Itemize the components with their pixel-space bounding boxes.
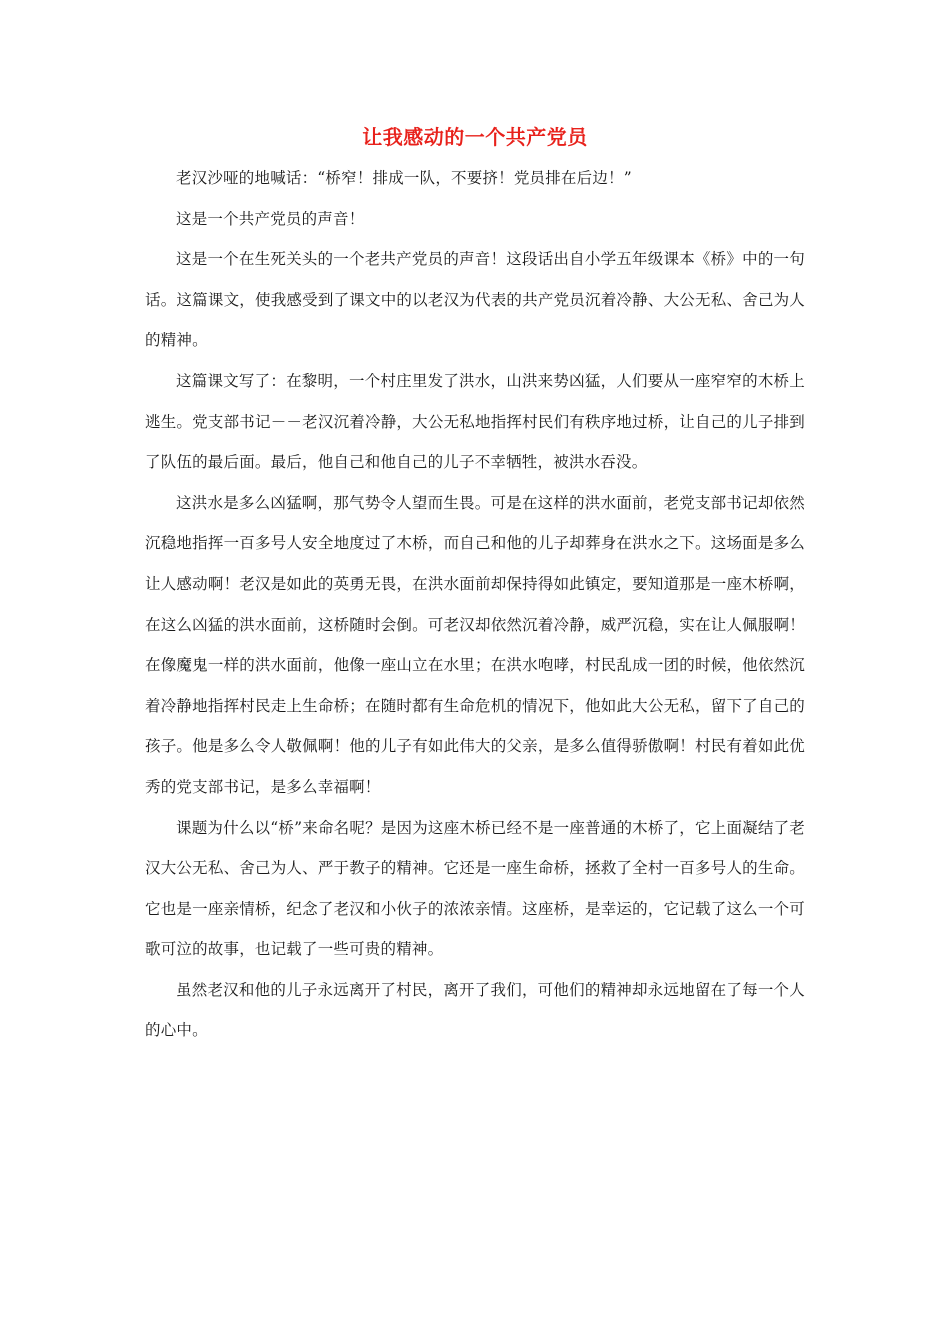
paragraph: 虽然老汉和他的儿子永远离开了村民，离开了我们，可他们的精神却永远地留在了每一个人的心中。: [145, 980, 805, 1040]
paragraph: 这是一个共产党员的声音！: [176, 209, 365, 228]
paragraph: 这篇课文写了：在黎明，一个村庄里发了洪水，山洪来势凶猛，人们要从一座窄窄的木桥上逃生。党支部书记－－老汉沉着冷静，大公无私地指挥村民们有秩序地过桥，让自己的儿子排到了队伍的最后面。最后，他自己和他自己的儿子不幸牺牲，被洪水吞没。: [145, 371, 805, 472]
paragraph: 这洪水是多么凶猛啊，那气势令人望而生畏。可是在这样的洪水面前，老党支部书记却依然沉稳地指挥一百多号人安全地度过了木桥，而自己和他的儿子却葬身在洪水之下。这场面是多么让人感动啊！老汉是如此的英勇无畏，在洪水面前却保持得如此镇定，要知道那是一座木桥啊，在这么凶猛的洪水面前，这桥随时会倒。可老汉却依然沉着冷静，威严沉稳，实在让人佩服啊！在像魔鬼一样的洪水面前，他像一座山立在水里；在洪水咆哮，村民乱成一团的时候，他依然沉着冷静地指挥村民走上生命桥；在随时都有生命危机的情况下，他如此大公无私，留下了自己的孩子。他是多么令人敬佩啊！他的儿子有如此伟大的父亲，是多么值得骄傲啊！村民有着如此优秀的党支部书记，是多么幸福啊！: [145, 493, 805, 796]
document-title: 让我感动的一个共产党员: [362, 125, 588, 149]
paragraph: 老汉沙哑的地喊话：“桥窄！排成一队，不要挤！党员排在后边！”: [176, 169, 632, 187]
document-body: [145, 158, 805, 1051]
paragraph: 课题为什么以“桥”来命名呢？是因为这座木桥已经不是一座普通的木桥了，它上面凝结了老汉大公无私、舍己为人、严于教子的精神。它还是一座生命桥，拯救了全村一百多号人的生命。它也是一座亲情桥，纪念了老汉和小伙子的浓浓亲情。这座桥，是幸运的，它记载了这么一个可歌可泣的故事，也记载了一些可贵的精神。: [145, 818, 805, 959]
paragraph: 这是一个在生死关头的一个老共产党员的声音！这段话出自小学五年级课本《桥》中的一句话。这篇课文，使我感受到了课文中的以老汉为代表的共产党员沉着冷静、大公无私、舍己为人的精神。: [145, 250, 805, 350]
